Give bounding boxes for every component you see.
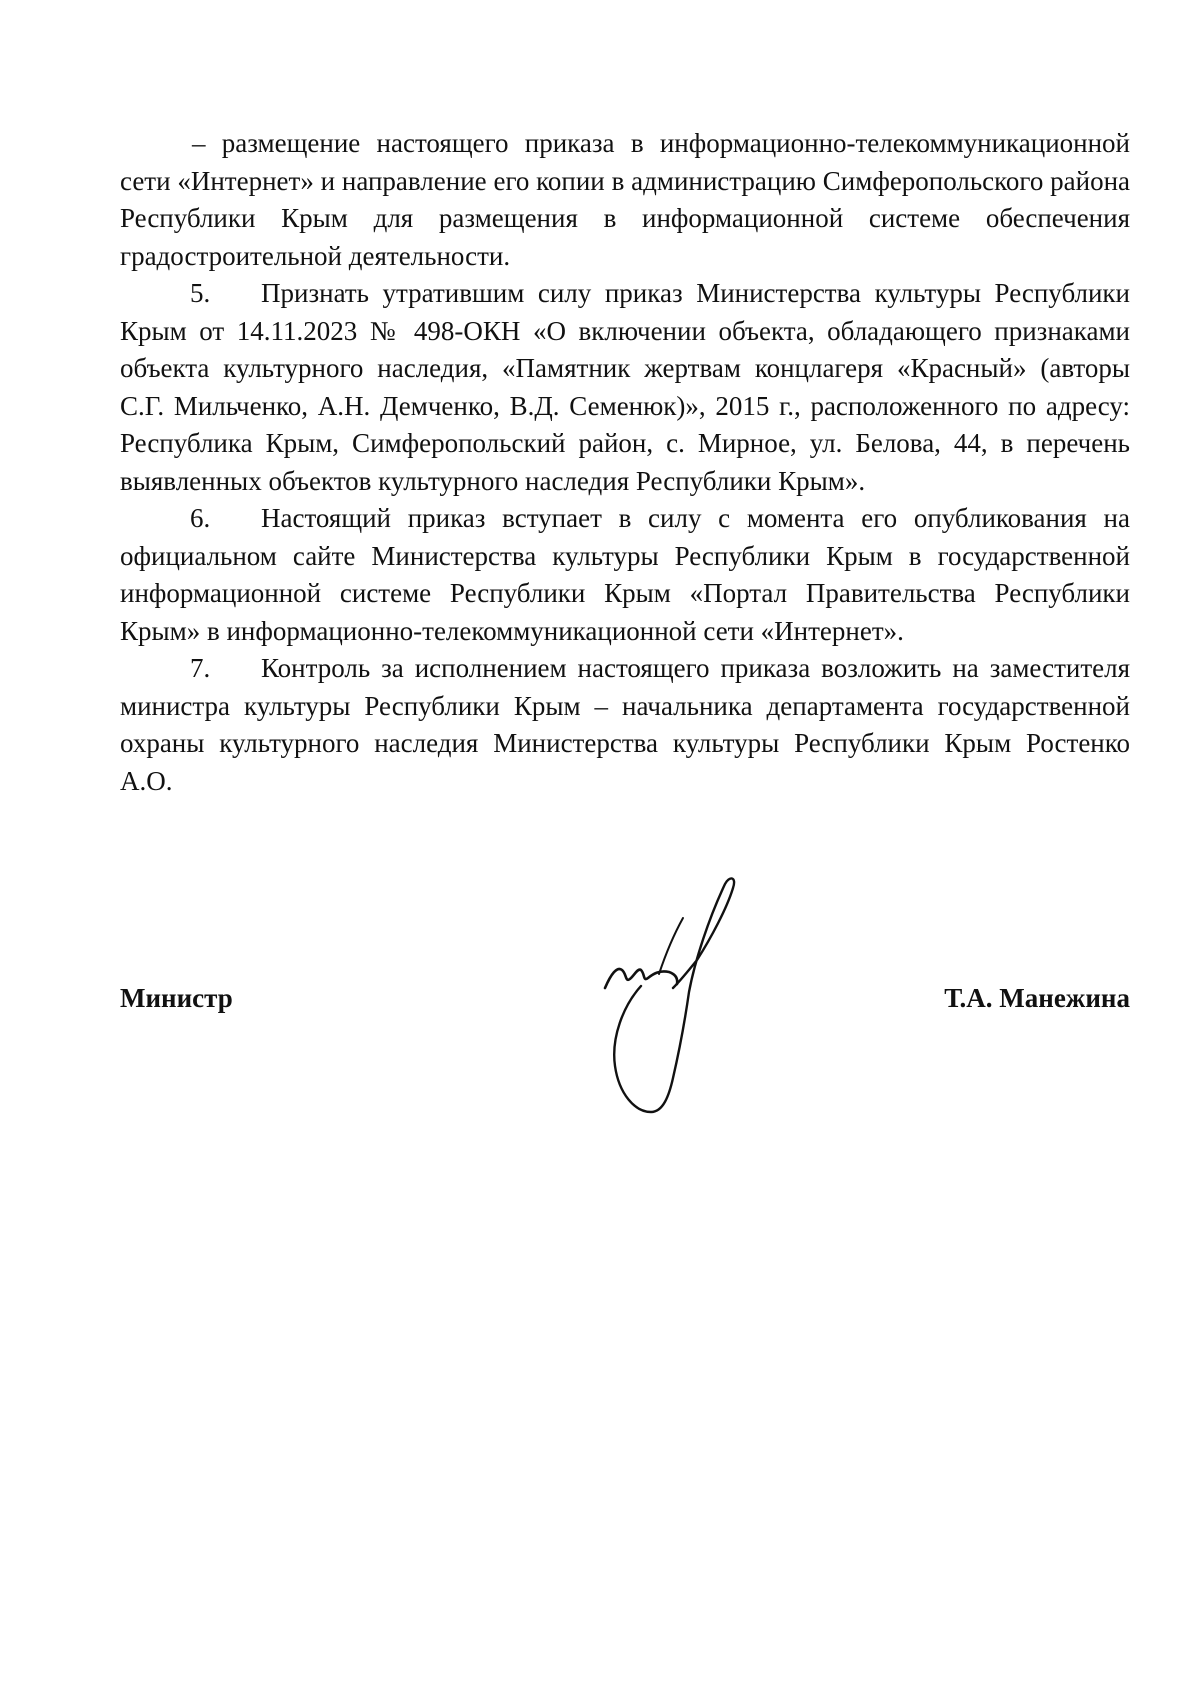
paragraph-item-7	[120, 650, 1130, 800]
paragraph-text: Признать утратившим силу приказ Министерства культуры Республики Крым от 14.11.2023 № 498-ОКН «О включении объекта, обладающего признаками объекта культурного наследия, «Памятник жертвам концлагеря «Красный» (авторы С.Г. Мильченко, А.Н. Демченко, В.Д. Семенюк)», 2015 г., расположенного по адресу: Республика Крым, Симферопольский район, с. Мирное, ул. Белова, 44, в перечень выявленных объектов культурного наследия Республики Крым».	[120, 278, 1130, 496]
paragraph-text: – размещение настоящего приказа в информационно-телекоммуникационной сети «Интернет» и направление его копии в администрацию Симферопольского района Республики Крым для размещения в информационной системе обеспечения градостроительной деятельности.	[120, 128, 1130, 271]
paragraph-item-6	[120, 500, 1130, 650]
paragraph-number: 6.	[190, 503, 211, 533]
document-body	[120, 125, 1130, 800]
signature-block	[120, 860, 1130, 1120]
paragraph-publication	[120, 125, 1130, 275]
paragraph-number: 7.	[190, 653, 211, 683]
handwritten-signature	[575, 870, 755, 1115]
paragraph-number: 5.	[190, 278, 211, 308]
paragraph-text: Контроль за исполнением настоящего приказа возложить на заместителя министра культуры Республики Крым – начальника департамента государственной охраны культурного наследия Министерства культуры Республики Крым Ростенко А.О.	[120, 653, 1130, 796]
signatory-role: Министр	[120, 983, 233, 1013]
paragraph-text: Настоящий приказ вступает в силу с момента его опубликования на официальном сайте Министерства культуры Республики Крым в государственной информационной системе Республики Крым «Портал Правительства Республики Крым» в информационно-телекоммуникационной сети «Интернет».	[120, 503, 1130, 646]
signatory-name: Т.А. Манежина	[944, 983, 1130, 1013]
paragraph-item-5	[120, 275, 1130, 500]
